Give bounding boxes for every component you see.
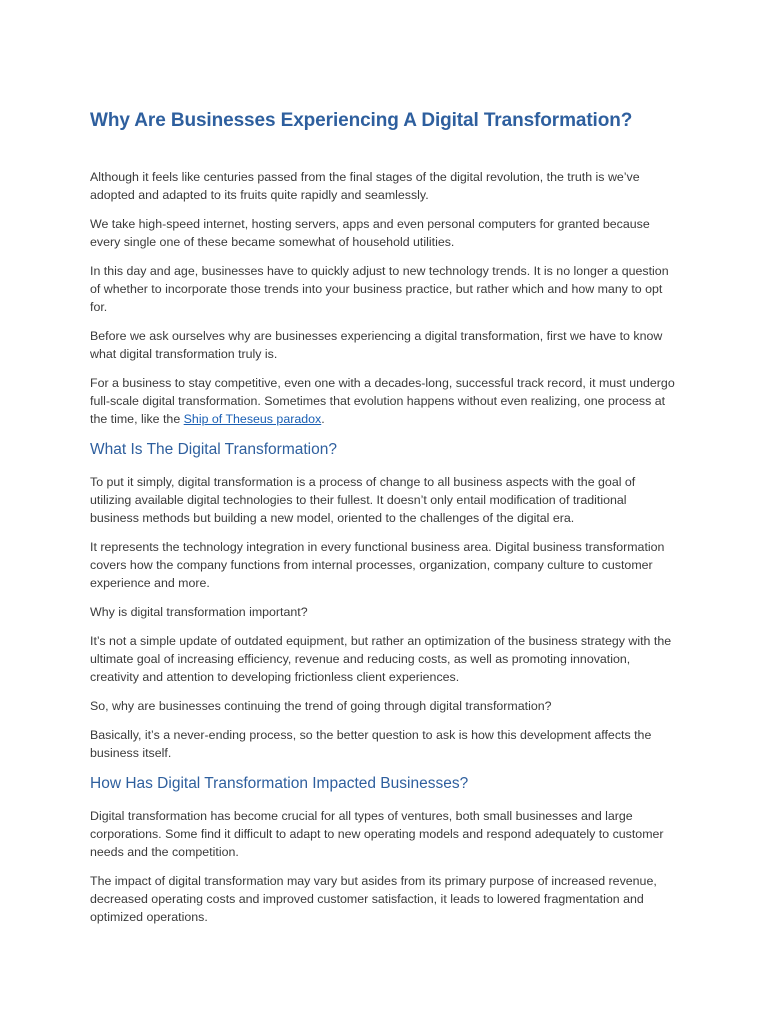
intro-paragraph: In this day and age, businesses have to quickly adjust to new technology trends. It is no longer a question of whether to incorporate those trends into your business practice, but rather which and how many to opt for. [90,264,669,314]
document-page [90,108,675,937]
intro-paragraph: We take high-speed internet, hosting servers, apps and even personal computers for granted because every single one of these became somewhat of household utilities. [90,217,650,249]
section1-paragraph: It represents the technology integration in every functional business area. Digital business transformation covers how the company functions from internal processes, organization, company culture to customer experience and more. [90,540,665,590]
section1-paragraph: So, why are businesses continuing the trend of going through digital transformation? [90,699,552,713]
intro-paragraph: Before we ask ourselves why are businesses experiencing a digital transformation, first we have to know what digital transformation truly is. [90,329,663,361]
intro-paragraph-with-link [90,374,675,428]
document-title: Why Are Businesses Experiencing A Digital Transformation? [90,110,633,131]
section-heading-what-is: What Is The Digital Transformation? [90,441,337,458]
section-heading-impact: How Has Digital Transformation Impacted Businesses? [90,775,469,792]
ship-of-theseus-link[interactable]: Ship of Theseus paradox [183,412,322,426]
intro-text-end: . [321,412,325,426]
intro-paragraph: Although it feels like centuries passed from the final stages of the digital revolution, the truth is we’ve adopted and adapted to its fruits quite rapidly and seamlessly. [90,170,640,202]
section1-paragraph: It’s not a simple update of outdated equipment, but rather an optimization of the business strategy with the ultimate goal of increasing efficiency, revenue and reducing costs, as well as promoting innovation, creativity and attention to developing frictionless client experiences. [90,634,672,684]
section2-paragraph: The impact of digital transformation may vary but asides from its primary purpose of increased revenue, decreased operating costs and improved customer satisfaction, it leads to lowered fragmentation and optimized operations. [90,874,657,924]
section1-paragraph: To put it simply, digital transformation is a process of change to all business aspects with the goal of utilizing available digital technologies to their fullest. It doesn’t only entail modification of traditional business methods but building a new model, oriented to the challenges of the digital era. [90,475,636,525]
section1-paragraph: Basically, it’s a never-ending process, so the better question to ask is how this development affects the business itself. [90,728,652,760]
section2-paragraph: Digital transformation has become crucial for all types of ventures, both small businesses and large corporations. Some find it difficult to adapt to new operating models and respond adequately to customer needs and the competition. [90,809,664,859]
intro-text: For a business to stay competitive, even one with a decades-long, successful track record, it must undergo full-scale digital transformation. Sometimes that evolution happens without even realizing, one process at the time, like the [90,376,675,426]
section1-paragraph: Why is digital transformation important? [90,605,308,619]
